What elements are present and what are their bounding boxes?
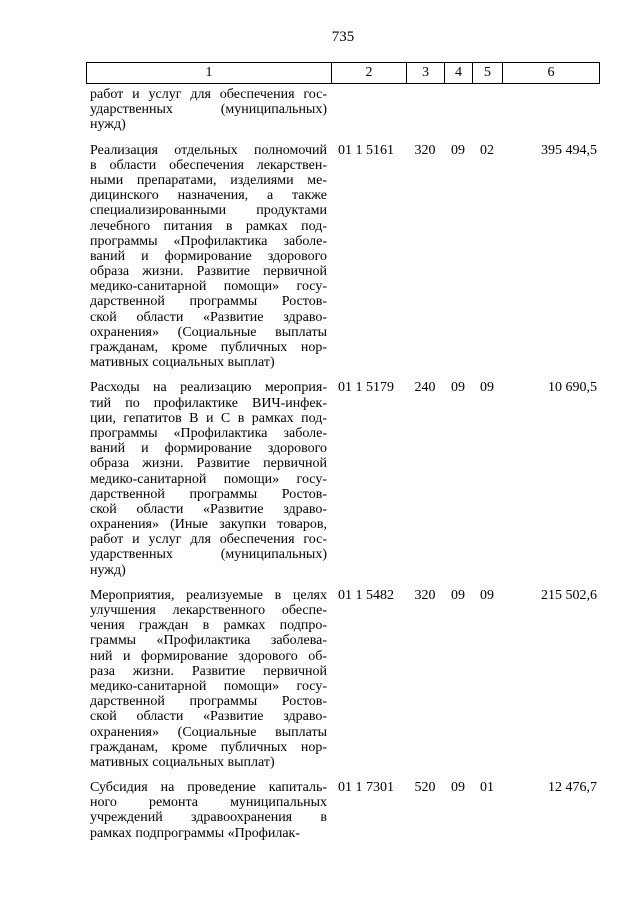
header-cell-3: 3 bbox=[406, 63, 444, 83]
description-line: программы «Профилактика заболе- bbox=[90, 425, 327, 441]
description-line: граммы «Профилактика заболева- bbox=[90, 633, 327, 649]
description-line: мативных социальных выплат) bbox=[90, 355, 275, 371]
header-cell-5: 5 bbox=[472, 63, 502, 83]
header-cell-2: 2 bbox=[331, 63, 406, 83]
description-line: ваний и формирование здорового bbox=[90, 248, 327, 264]
target-article-cell: 01 1 7301 bbox=[338, 780, 394, 796]
expense-type-cell bbox=[406, 87, 444, 102]
description-line: мативных социальных выплат) bbox=[90, 754, 275, 770]
amount-cell: 12 476,7 bbox=[548, 780, 597, 796]
description-cell bbox=[86, 87, 331, 133]
description-line: программы «Профилактика заболе- bbox=[90, 233, 327, 249]
target-article-cell bbox=[331, 87, 406, 102]
table-row bbox=[86, 780, 600, 851]
description-line: дарственной программы Ростов- bbox=[90, 694, 327, 710]
section-cell: 09 bbox=[451, 142, 465, 158]
subsection-cell bbox=[472, 87, 502, 102]
subsection-cell: 01 bbox=[480, 780, 494, 796]
description-line: ного ремонта муниципальных bbox=[90, 795, 327, 811]
description-line: Субсидия на проведение капиталь- bbox=[90, 780, 327, 796]
amount-cell: 10 690,5 bbox=[548, 380, 597, 396]
description-line: лечебного питания в рамках под- bbox=[90, 218, 327, 234]
expense-type-cell: 320 bbox=[414, 587, 436, 603]
description-cell bbox=[86, 380, 331, 577]
description-line: улучшения лекарственного обеспе- bbox=[90, 603, 327, 618]
description-line: Расходы на реализацию мероприя- bbox=[90, 380, 327, 396]
description-line: медико-санитарной помощи» госу- bbox=[90, 471, 327, 487]
description-line: учреждений здравоохранения в bbox=[90, 810, 327, 826]
budget-table bbox=[86, 62, 600, 851]
description-line: чения граждан в рамках подпро- bbox=[90, 618, 327, 634]
description-line: дицинского назначения, а также bbox=[90, 188, 327, 204]
expense-type-cell: 240 bbox=[414, 380, 436, 396]
description-line: Мероприятия, реализуемые в целях bbox=[90, 587, 327, 603]
description-line: ударственных (муниципальных) bbox=[90, 547, 327, 563]
section-cell: 09 bbox=[451, 587, 465, 603]
description-line: специализированными продуктами bbox=[90, 203, 327, 219]
description-cell bbox=[86, 588, 331, 770]
description-line: ции, гепатитов В и С в рамках под- bbox=[90, 410, 327, 426]
table-row bbox=[86, 143, 600, 381]
description-line: ской области «Развитие здраво- bbox=[90, 309, 327, 325]
section-cell: 09 bbox=[451, 780, 465, 796]
description-line: тий по профилактике ВИЧ-инфек- bbox=[90, 395, 327, 411]
amount-cell bbox=[502, 87, 600, 102]
target-article-cell: 01 1 5161 bbox=[338, 142, 394, 158]
amount-cell: 215 502,6 bbox=[541, 587, 597, 603]
header-cell-1: 1 bbox=[86, 63, 331, 83]
subsection-cell: 09 bbox=[480, 380, 494, 396]
target-article-cell: 01 1 5179 bbox=[338, 380, 394, 396]
table-row bbox=[86, 588, 600, 780]
description-line: ударственных (муниципальных) bbox=[90, 102, 327, 118]
description-line: дарственной программы Ростов- bbox=[90, 486, 327, 502]
header-cell-6: 6 bbox=[502, 63, 600, 83]
description-cell bbox=[86, 143, 331, 371]
subsection-cell: 09 bbox=[480, 587, 494, 603]
expense-type-cell: 320 bbox=[414, 142, 436, 158]
description-line: образа жизни. Развитие первичной bbox=[90, 456, 327, 472]
description-line: ний и формирование здорового об- bbox=[90, 648, 327, 664]
description-line: работ и услуг для обеспечения гос- bbox=[90, 87, 327, 102]
description-line: нужд) bbox=[90, 562, 126, 578]
description-line: раза жизни. Развитие первичной bbox=[90, 663, 327, 679]
description-line: в области обеспечения лекарствен- bbox=[90, 157, 327, 173]
subsection-cell: 02 bbox=[480, 142, 494, 158]
description-line: ваний и формирование здорового bbox=[90, 441, 327, 457]
description-line: Реализация отдельных полномочий bbox=[90, 142, 327, 158]
expense-type-cell: 520 bbox=[414, 780, 436, 796]
description-line: нужд) bbox=[90, 117, 126, 133]
description-line: ской области «Развитие здраво- bbox=[90, 501, 327, 517]
description-line: охранения» (Иные закупки товаров, bbox=[90, 517, 327, 533]
description-line: медико-санитарной помощи» госу- bbox=[90, 678, 327, 694]
description-line: охранения» (Социальные выплаты bbox=[90, 324, 327, 340]
table-header-row bbox=[86, 62, 600, 84]
description-line: медико-санитарной помощи» госу- bbox=[90, 279, 327, 295]
description-line: рамках подпрограммы «Профилак- bbox=[90, 825, 300, 841]
table-row bbox=[86, 380, 600, 587]
description-line: гражданам, кроме публичных нор- bbox=[90, 340, 327, 355]
description-line: дарственной программы Ростов- bbox=[90, 294, 327, 310]
table-body bbox=[86, 87, 600, 851]
header-cell-4: 4 bbox=[444, 63, 472, 83]
page-number: 735 bbox=[331, 29, 355, 45]
table-row bbox=[86, 87, 600, 143]
description-line: гражданам, кроме публичных нор- bbox=[90, 739, 327, 755]
description-line: образа жизни. Развитие первичной bbox=[90, 264, 327, 280]
target-article-cell: 01 1 5482 bbox=[338, 587, 394, 603]
section-cell: 09 bbox=[451, 380, 465, 396]
amount-cell: 395 494,5 bbox=[541, 142, 597, 158]
description-line: охранения» (Социальные выплаты bbox=[90, 724, 327, 740]
description-cell bbox=[86, 780, 331, 841]
description-line: ными препаратами, изделиями ме- bbox=[90, 172, 327, 188]
description-line: работ и услуг для обеспечения гос- bbox=[90, 532, 327, 548]
description-line: ской области «Развитие здраво- bbox=[90, 709, 327, 725]
section-cell bbox=[444, 87, 472, 102]
